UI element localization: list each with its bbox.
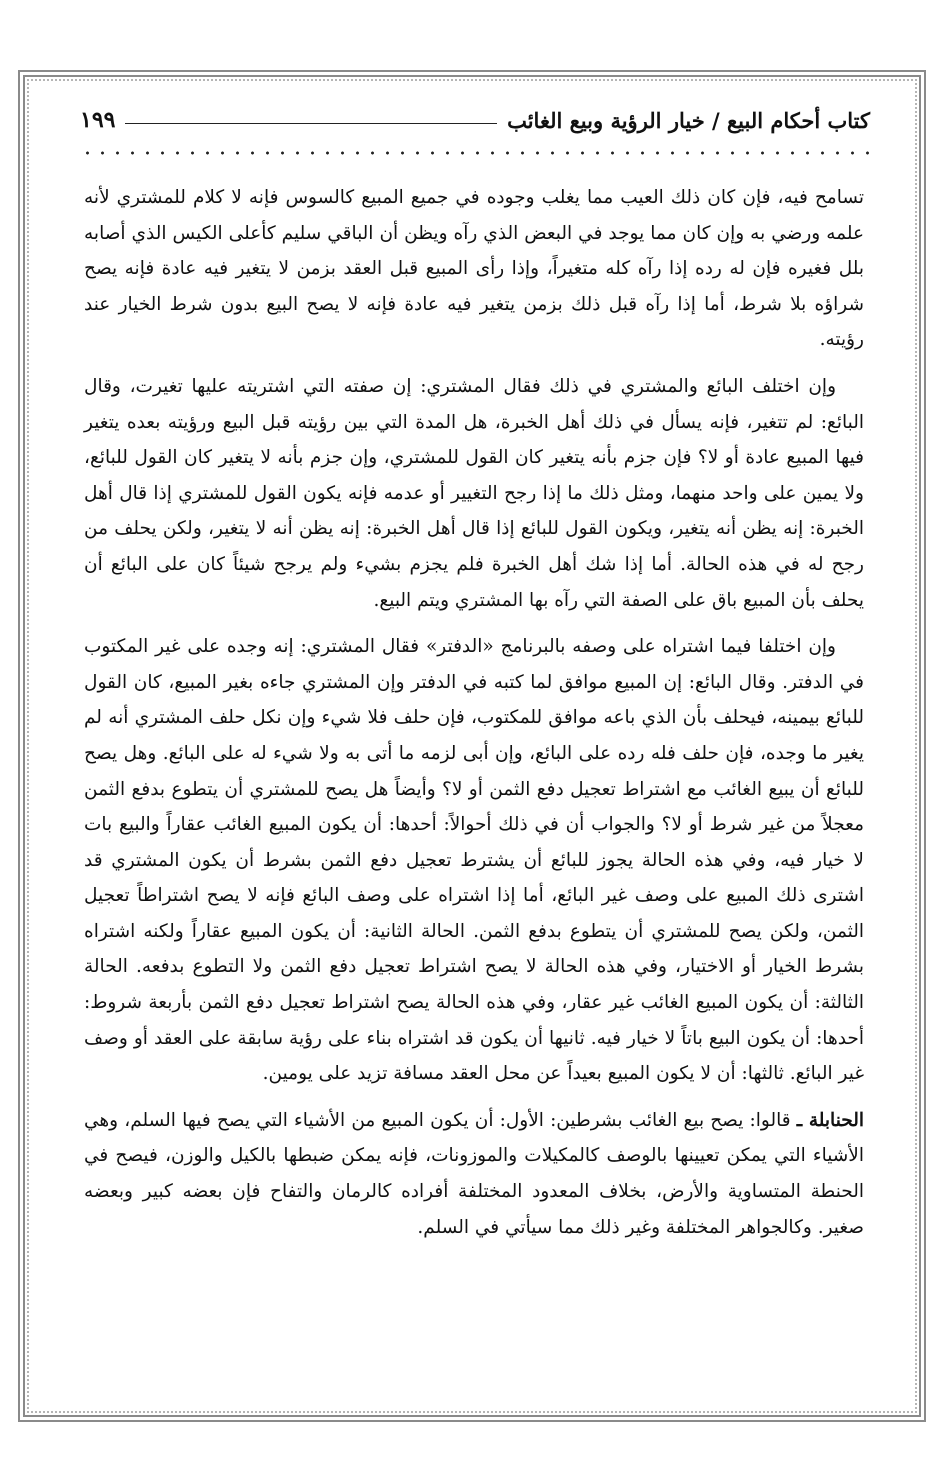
page-number: ١٩٩ [80, 107, 116, 133]
paragraph-3: وإن اختلفا فيما اشتراه على وصفه بالبرنامج «الدفتر» فقال المشتري: إنه وجده على غير المكتوب في الدفتر. وقال البائع: إن المبيع موافق لما كتبه في الدفتر وإن المشتري جاءه بغير المبيع، كان القول للبائع بيمينه، فيحلف بأن الذي باعه موافق للمكتوب، فإن حلف فلا شيء وإن نكل حلف المشتري أنه لم يغير ما وجده، فإن حلف فله رده على البائع، وإن أبى لزمه ما أتى به ولا شيء له على البائع. وهل يصح للبائع أن يبيع الغائب مع اشتراط تعجيل دفع الثمن أو لا؟ وأيضاً هل يصح للمشتري أن يتطوع بدفع الثمن معجلاً من غير شرط أو لا؟ والجواب أن في ذلك أحوالاً: أحدها: أن يكون المبيع الغائب عقاراً والبيع بات لا خيار فيه، وفي هذه الحالة يجوز للبائع أن يشترط تعجيل دفع الثمن بشرط أن يكون المشتري قد اشترى ذلك المبيع على وصف غير البائع، أما إذا اشتراه على وصف البائع فإنه لا يصح اشتراطاً تعجيل الثمن، ولكن يصح للمشتري أن يتطوع بدفع الثمن. الحالة الثانية: أن يكون المبيع عقاراً ولكنه اشتراه بشرط الخيار أو الاختيار، وفي هذه الحالة لا يصح اشتراط تعجيل دفع الثمن ولا التطوع بدفعه. الحالة الثالثة: أن يكون المبيع الغائب غير عقار، وفي هذه الحالة يصح اشتراط تعجيل دفع الثمن بأربعة شروط: أحدها: أن يكون البيع باتاً لا خيار فيه. ثانيها أن يكون قد اشتراه بناء على رؤية سابقة على العقد أو وصف غير البائع. ثالثها: أن لا يكون المبيع بعيداً عن محل العقد مسافة تزيد على يومين. [84, 636, 864, 1085]
running-header [80, 103, 870, 137]
header-title: كتاب أحكام البيع / خيار الرؤية وبيع الغائب [507, 107, 870, 133]
header-rule [125, 123, 497, 124]
paragraph-4-lead: الحنابلة ـ [796, 1109, 864, 1131]
paragraph-2: وإن اختلف البائع والمشتري في ذلك فقال المشتري: إن صفته التي اشتريته عليها تغيرت، وقال البائع: لم تتغير، فإنه يسأل في ذلك أهل الخبرة، هل المدة التي بين رؤيته قبل البيع ورؤيته بعده يتغير فيها المبيع عادة أو لا؟ فإن جزم بأنه يتغير كان القول للمشتري، وإن جزم بأنه لا يتغير كان القول للبائع، ولا يمين على واحد منهما، ومثل ذلك ما إذا رجح التغيير أو عدمه فإنه يكون القول للمشتري إذا قال أهل الخبرة: إنه يظن أنه يتغير، ويكون القول للبائع إذا قال أهل الخبرة: إنه يظن أنه لا يتغير، ولكن يحلف من رجح له في هذه الحالة. أما إذا شك أهل الخبرة فلم يجزم بشيء ولم يرجح شيئاً كان على البائع أن يحلف بأن المبيع باق على الصفة التي رآه بها المشتري ويتم البيع. [84, 375, 864, 611]
paragraph-1: تسامح فيه، فإن كان ذلك العيب مما يغلب وجوده في جميع المبيع كالسوس فإنه لا كلام للمشتري لأنه علمه ورضي به وإن كان مما يوجد في البعض الذي رآه ويظن أن الباقي سليم كأعلى الكيس الذي أصابه بلل فغيره فإن له رده إذا رآه كله متغيراً، وإذا رأى المبيع قبل العقد بزمن لا يتغير فيه عادة فإنه يصح شراؤه بلا شرط، أما إذا رآه قبل ذلك بزمن يتغير فيه عادة فإنه لا يصح البيع بدون شرط الخيار عند رؤيته. [84, 187, 864, 351]
paragraph-4-text: قالوا: يصح بيع الغائب بشرطين: الأول: أن يكون المبيع من الأشياء التي يصح فيها السلم، وهي الأشياء التي يمكن تعيينها بالوصف كالمكيلات والموزونات، فإنه يمكن ضبطها بالكيل والوزن، فيصح في الحنطة المتساوية والأرض، بخلاف المعدود المختلفة أفراده كالرمان والتفاح فإن بعضه كبير وبعضه صغير. وكالجواهر المختلفة وغير ذلك مما سيأتي في السلم. [84, 1109, 864, 1238]
main-text [84, 180, 864, 1256]
paragraph-4 [84, 1103, 864, 1245]
dotted-separator [80, 150, 870, 156]
